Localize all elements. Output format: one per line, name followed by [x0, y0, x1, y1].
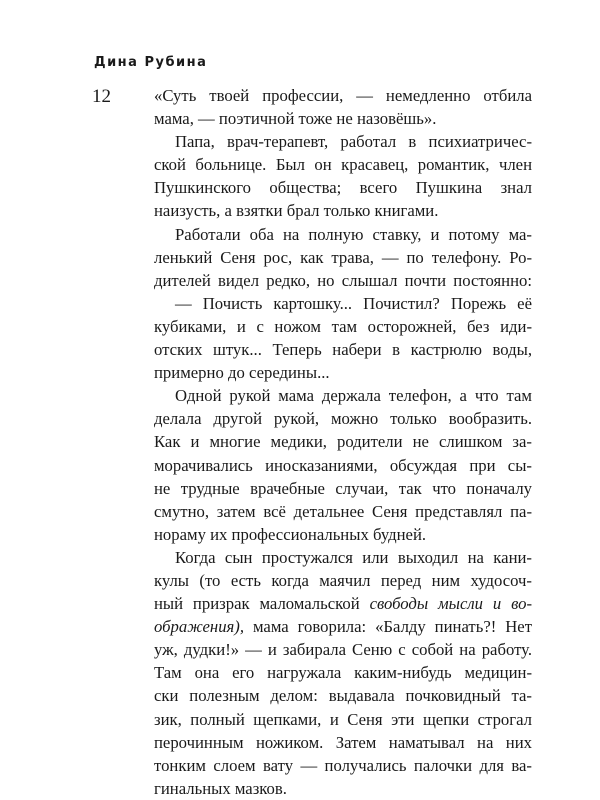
text-line: кулы (то есть когда маячил перед ним худосоч-: [154, 570, 532, 590]
text-line: перочинным ножиком. Затем наматывал на них: [154, 732, 532, 752]
text-line: морачивались иносказаниями, обсуждая при сы-: [154, 455, 532, 475]
text-line: Папа, врач-терапевт, работал в психиатричес-: [175, 132, 532, 152]
text-fragment: ный призрак маломальской: [154, 594, 370, 614]
text-line: «Суть твоей профессии, — немедленно отбила: [154, 86, 532, 105]
text-line: Когда сын простужался или выходил на кани-: [175, 547, 532, 567]
text-line: тонким слоем вату — получались палочки для ва-: [154, 755, 532, 775]
text-line-mixed: [154, 615, 532, 638]
text-line: дителей видел редко, но слышал почти постоянно:: [154, 270, 532, 290]
text-line: не трудные врачебные случаи, так что поначалу: [154, 478, 532, 498]
italic-fragment: свободы мысли и во-: [369, 594, 532, 614]
text-line: ленький Сеня рос, как трава, — по телефону. Ро-: [154, 247, 532, 267]
text-line-mixed: [154, 592, 532, 615]
text-line: наизусть, а взятки брал только книгами.: [154, 201, 439, 221]
italic-fragment: ображения),: [154, 617, 245, 637]
text-line: отских штук... Теперь набери в кастрюлю воды,: [154, 340, 532, 360]
text-line: гинальных мазков.: [154, 778, 287, 798]
text-line: Работали оба на полную ставку, и потому ма-: [175, 224, 532, 244]
text-line: Там она его нагружала каким-нибудь медицин-: [154, 663, 532, 683]
text-line: — Почисть картошку... Почистил? Порежь её: [175, 293, 532, 313]
text-line: мама, — поэтичной тоже не назовёшь».: [154, 109, 437, 129]
body-text: [154, 84, 532, 800]
page-number: 12: [92, 86, 111, 107]
text-line: Пушкинского общества; всего Пушкина знал: [154, 178, 532, 198]
text-fragment: мама говорила: «Балду пинать?! Нет: [244, 617, 532, 637]
text-line: делала другой рукой, можно только вообразить.: [154, 409, 532, 429]
text-line: примерно до середины...: [154, 363, 330, 383]
text-line: смутно, затем всё детальнее Сеня представлял па-: [154, 501, 532, 521]
text-line: кубиками, и с ножом там осторожней, без иди-: [154, 316, 532, 336]
text-line: Одной рукой мама держала телефон, а что там: [175, 386, 532, 406]
text-line: уж, дудки!» — и забирала Сеню с собой на работу.: [154, 640, 532, 660]
text-line: нораму их профессиональных будней.: [154, 524, 427, 544]
running-head-author: Дина Рубина: [94, 55, 208, 70]
text-line: ски полезным делом: выдавала почковидный та-: [154, 686, 532, 706]
text-line: ской больнице. Был он красавец, романтик, член: [154, 155, 532, 175]
text-line: Как и многие медики, родители не слишком за-: [154, 432, 532, 452]
text-line: зик, полный щепками, и Сеня эти щепки строгал: [154, 709, 532, 729]
